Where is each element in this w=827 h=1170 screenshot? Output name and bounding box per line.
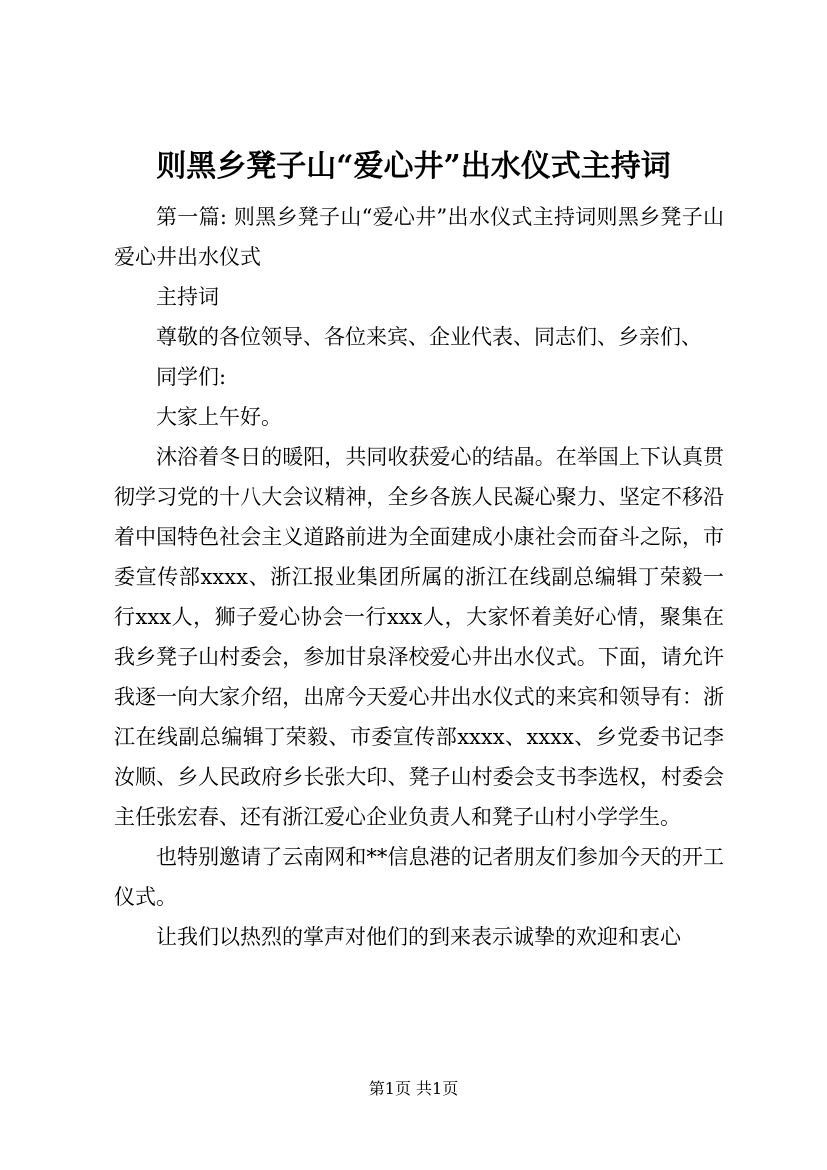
document-body xyxy=(114,197,724,957)
paragraph-greeting: 尊敬的各位领导、各位来宾、企业代表、同志们、乡亲们、 xyxy=(156,325,702,349)
paragraph-section-heading: 第一篇: 则黑乡凳子山“爱心井”出水仪式主持词则黑乡凳子山爱心井出水仪式 xyxy=(114,205,724,269)
paragraph-good-morning: 大家上午好。 xyxy=(156,405,282,429)
paragraph-host-speech-label: 主持词 xyxy=(156,285,219,309)
paragraph-reporters: 也特别邀请了云南网和**信息港的记者朋友们参加今天的开工仪式。 xyxy=(114,845,724,909)
paragraph-applause: 让我们以热烈的掌声对他们的到来表示诚挚的欢迎和衷心 xyxy=(156,925,681,949)
paragraph-introduction: 沐浴着冬日的暖阳，共同收获爱心的结晶。在举国上下认真贯彻学习党的十八大会议精神，全乡各族人民凝心聚力、坚定不移沿着中国特色社会主义道路前进为全面建成小康社会而奋斗之际，市委宣传部xxxx、浙江报业集团所属的浙江在线副总编辑丁荣毅一行xxx人，狮子爱心协会一行xxx人，大家怀着美好心情，聚集在我乡凳子山村委会，参加甘泉泽校爱心井出水仪式。下面，请允许我逐一向大家介绍，出席今天爱心井出水仪式的来宾和领导有：浙江在线副总编辑丁荣毅、市委宣传部xxxx、xxxx、乡党委书记李汝顺、乡人民政府乡长张大印、凳子山村委会支书李选权，村委会主任张宏春、还有浙江爱心企业负责人和凳子山村小学学生。 xyxy=(114,445,724,829)
page-number-footer: 第1页 共1页 xyxy=(368,1079,459,1098)
document-title: 则黑乡凳子山“爱心井”出水仪式主持词 xyxy=(156,149,671,184)
paragraph-greeting-continued: 同学们: xyxy=(156,365,227,389)
